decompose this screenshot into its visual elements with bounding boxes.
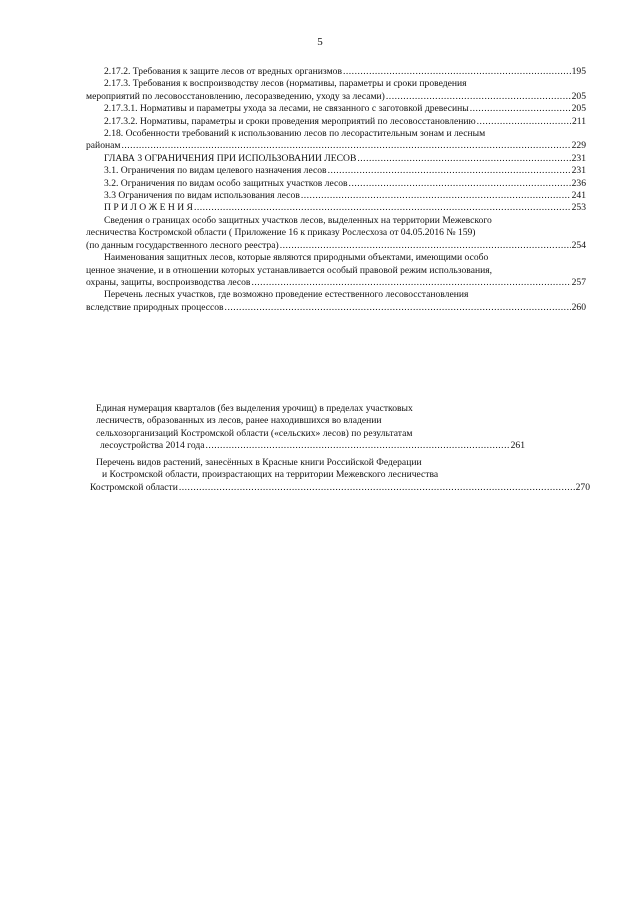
- toc-leader: [179, 482, 575, 494]
- toc-line: Единая нумерация кварталов (без выделения урочищ) в пределах участковых: [96, 403, 413, 414]
- toc-entry-title: (по данным государственного лесного реестра): [86, 239, 279, 251]
- toc-page-number: 253: [571, 202, 586, 214]
- toc-entry-quarters: [96, 403, 525, 453]
- toc-entry: [86, 153, 586, 165]
- toc-page-number: 270: [575, 481, 590, 493]
- toc-leader: [470, 103, 571, 115]
- toc-line: Перечень лесных участков, где возможно проведение естественного лесовосстановления: [104, 289, 469, 301]
- toc-leader: [477, 116, 571, 128]
- toc-leader: [121, 140, 570, 152]
- toc-leader: [386, 91, 571, 103]
- toc-leader: [194, 202, 571, 214]
- toc-entry-title: вследствие природных процессов: [86, 301, 224, 313]
- toc-line: и Костромской области, произрастающих на территории Межевского лесничества: [102, 469, 439, 481]
- toc-page-number: 231: [571, 165, 586, 177]
- toc-page-number: 241: [571, 190, 586, 202]
- toc-entry: [86, 128, 586, 153]
- toc-line: Сведения о границах особо защитных участков лесов, выделенных на территории Межевского: [104, 214, 492, 226]
- toc-leader: [328, 165, 571, 177]
- toc-leader: [349, 178, 571, 190]
- toc-line: Наименования защитных лесов, которые являются природными объектами, имеющими особо: [104, 252, 489, 264]
- toc-page-number: 260: [571, 301, 586, 313]
- toc-entry: [86, 78, 586, 103]
- toc-page-number: 229: [571, 140, 586, 152]
- toc-entry-title: Костромской области: [90, 481, 178, 493]
- toc-leader: [206, 440, 510, 452]
- toc-leader: [251, 277, 570, 289]
- toc-line: сельхозорганизаций Костромской области («сельских» лесов) по результатам: [96, 427, 413, 439]
- toc-line: 2.17.3. Требования к воспроизводству лесов (нормативы, параметры и сроки проведения: [104, 78, 467, 90]
- toc-entry-title: 3.2. Ограничения по видам особо защитных участков лесов: [104, 177, 348, 189]
- toc-entry: [86, 165, 586, 177]
- toc-leader: [301, 190, 571, 202]
- toc-entry: [86, 252, 586, 289]
- toc-entry-title: П Р И Л О Ж Е Н И Я: [104, 202, 193, 214]
- toc-page-number: 261: [510, 440, 525, 452]
- toc-page-number: 205: [571, 103, 586, 115]
- toc-page-number: 205: [571, 90, 586, 102]
- toc-entry-title: 2.17.2. Требования к защите лесов от вредных организмов: [104, 66, 342, 77]
- toc-line: лесничеств, образованных из лесов, ранее находившихся во владении: [96, 415, 382, 427]
- toc-page-number: 257: [571, 276, 586, 288]
- toc-entry: [86, 215, 586, 252]
- toc-entry: [86, 289, 586, 314]
- toc-entry-title: 2.17.3.1. Нормативы и параметры ухода за лесами, не связанного с заготовкой древесины: [104, 103, 469, 115]
- toc-leader: [343, 66, 571, 78]
- toc-entry-title: районам: [86, 140, 121, 152]
- toc-entry-title: лесоустройства 2014 года: [100, 440, 205, 452]
- toc-leader: [225, 302, 571, 314]
- toc-page-number: 254: [571, 239, 586, 251]
- toc-page-number: 231: [571, 152, 586, 164]
- toc-line: лесничества Костромской области ( Приложение 16 к приказу Рослесхоза от 04.05.2016 № 159): [86, 227, 476, 239]
- toc-entry-plants: [90, 457, 590, 494]
- toc-page-number: 195: [571, 66, 586, 77]
- toc-entry: [86, 66, 586, 78]
- toc-entry: [86, 190, 586, 202]
- toc-entry-title: охраны, защиты, воспроизводства лесов: [86, 276, 251, 288]
- toc-entry-title: 3.3 Ограничения по видам использования лесов: [104, 190, 300, 202]
- toc-page-number: 236: [571, 177, 586, 189]
- toc-entry-title: мероприятий по лесовосстановлению, лесоразведению, уходу за лесами): [86, 90, 385, 102]
- toc-leader: [280, 240, 571, 252]
- toc-entry: [86, 202, 586, 214]
- toc-line: Перечень видов растений, занесённых в Красные книги Российской Федерации: [96, 457, 422, 468]
- table-of-contents: [86, 66, 586, 314]
- toc-page-number: 211: [571, 115, 586, 127]
- toc-entry-title: 2.17.3.2. Нормативы, параметры и сроки проведения мероприятий по лесовосстановлению: [104, 115, 476, 127]
- toc-entry: [86, 178, 586, 190]
- page-number: 5: [317, 36, 323, 48]
- toc-line: 2.18. Особенности требований к использованию лесов по лесорастительным зонам и лесным: [104, 128, 486, 140]
- toc-entry-title: ГЛАВА 3 ОГРАНИЧЕНИЯ ПРИ ИСПОЛЬЗОВАНИИ ЛЕСОВ: [104, 152, 357, 164]
- toc-entry: [86, 103, 586, 115]
- toc-entry-title: 3.1. Ограничения по видам целевого назначения лесов: [104, 165, 327, 177]
- toc-line: ценное значение, и в отношении которых устанавливается особый правовой режим использования,: [86, 264, 493, 276]
- toc-entry: [86, 116, 586, 128]
- toc-leader: [357, 153, 570, 165]
